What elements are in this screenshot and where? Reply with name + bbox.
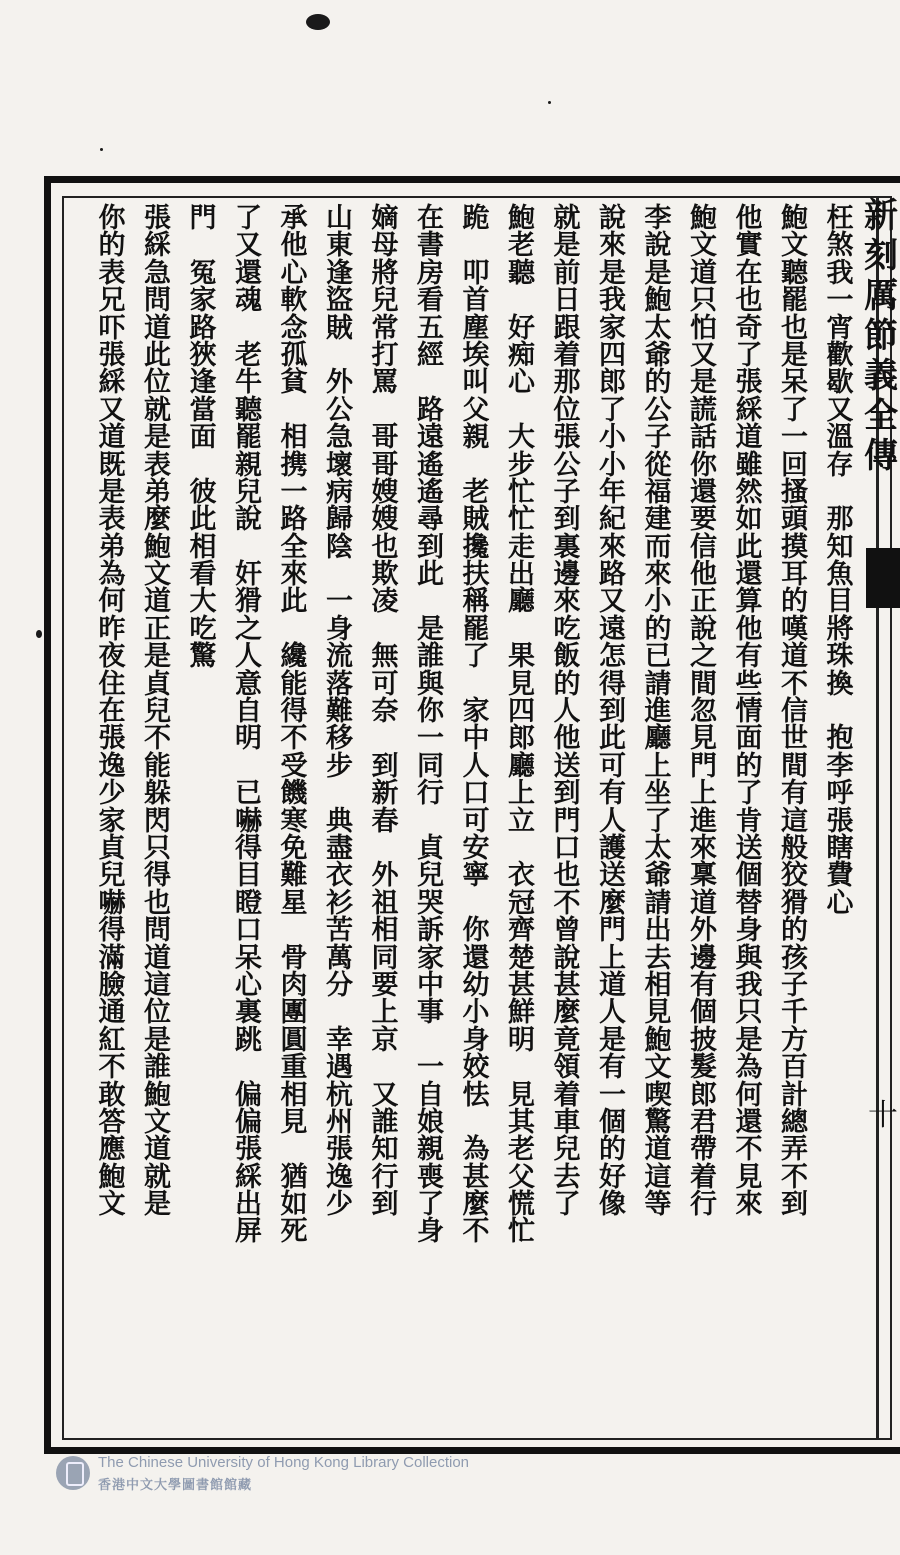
text-column: 你 的 表 兄 吓 張 綵 又 道 既 是 表 弟 為 何 昨 夜 住 在 張 逸 少 家 貞 兒 嚇 得 滿 臉 通 紅 不 敢 答 應 鮑 文 (98, 203, 126, 1221)
text-column: 張 綵 急 問 道 此 位 就 是 表 弟 麼 鮑 文 道 正 是 貞 兒 不 能 躲 閃 只 得 也 問 道 這 位 是 誰 鮑 文 道 就 是 (144, 203, 171, 1221)
text-column: 山 東 逢 盜 賊 外 公 急 壞 病 歸 陰 一 身 流 落 難 移 步 典 盡 衣 衫 苦 萬 分 幸 遇 杭 州 張 逸 少 (326, 203, 353, 1221)
text-column: 鮑 文 聽 罷 也 是 呆 了 一 回 搔 頭 摸 耳 的 嘆 道 不 信 世 間 有 這 般 狡 猾 的 孩 子 千 方 百 計 總 弄 不 到 (781, 203, 808, 1221)
text-column: 他 實 在 也 奇 了 張 綵 道 雖 然 如 此 還 算 他 有 些 情 面 的 了 肯 送 個 替 身 與 我 只 是 為 何 還 不 見 來 (735, 203, 763, 1221)
text-column: 就 是 前 日 跟 着 那 位 張 公 子 到 裏 邊 來 吃 飯 的 人 他 送 到 門 口 也 不 曾 說 甚 麼 竟 領 着 車 兒 去 了 (553, 203, 581, 1221)
ink-speck (100, 148, 103, 151)
watermark-english: The Chinese University of Hong Kong Library Collection (98, 1454, 470, 1471)
title-char: 義 (864, 356, 898, 396)
text-column: 枉 煞 我 一 宵 歡 歇 又 溫 存 那 知 魚 目 將 珠 換 抱 李 呼 張 瞎 費 心 (826, 203, 854, 919)
text-column: 跪 叩 首 塵 埃 叫 父 親 老 賊 攙 扶 稱 罷 了 家 中 人 口 可 安 寧 你 還 幼 小 身 姣 怯 為 甚 麼 不 (462, 203, 490, 1248)
title-char: 節 (864, 316, 898, 356)
title-char: 全 (864, 396, 898, 436)
fishtail-mark (866, 548, 900, 608)
text-column: 鮑 文 道 只 怕 又 是 謊 話 你 還 要 信 他 正 說 之 間 忽 見 門 上 進 來 稟 道 外 邊 有 個 披 髮 郎 君 帶 着 行 (690, 203, 717, 1221)
text-column: 鮑 老 聽 好 痴 心 大 步 忙 忙 走 出 廳 果 見 四 郎 廳 上 立 衣 冠 齊 楚 甚 鮮 明 見 其 老 父 慌 忙 (508, 203, 535, 1248)
ink-speck (36, 630, 42, 638)
text-column: 嫡 母 將 兒 常 打 罵 哥 哥 嫂 嫂 也 欺 凌 無 可 奈 到 新 春 外 祖 相 同 要 上 京 又 誰 知 行 到 (371, 203, 399, 1221)
title-char: 刻 (864, 236, 898, 276)
title-char: 新 (864, 196, 898, 236)
text-column: 了 又 還 魂 老 牛 聽 罷 親 兒 說 奸 猾 之 人 意 自 明 已 嚇 得 目 瞪 口 呆 心 裏 跳 偏 偏 張 綵 出 屏 (235, 203, 262, 1248)
watermark-chinese: 香港中文大學圖書館館藏 (98, 1478, 253, 1493)
ink-speck (548, 101, 551, 104)
text-column: 門 冤 家 路 狹 逢 當 面 彼 此 相 看 大 吃 驚 (189, 203, 217, 673)
ink-blot (306, 14, 330, 30)
text-column: 說 來 是 我 家 四 郎 了 小 小 年 紀 來 路 又 遠 怎 得 到 此 可 有 人 護 送 麼 門 上 道 人 是 有 一 個 的 好 像 (599, 203, 626, 1221)
text-column: 李 說 是 鮑 太 爺 的 公 子 從 福 建 而 來 小 的 已 請 進 廳 上 坐 了 太 爺 請 出 去 相 見 鮑 文 喫 驚 道 這 等 (644, 203, 672, 1221)
page-title (862, 196, 900, 541)
title-char: 傳 (864, 436, 898, 476)
text-column: 承 他 心 軟 念 孤 貧 相 携 一 路 全 來 此 纔 能 得 不 受 饑 寒 免 難 星 骨 肉 團 圓 重 相 見 猶 如 死 (280, 203, 308, 1248)
library-watermark (52, 1453, 522, 1495)
page-number: 十 (868, 1098, 898, 1133)
library-logo-icon (56, 1456, 90, 1490)
title-char: 厲 (864, 276, 898, 316)
text-column: 在 書 房 看 五 經 路 遠 遙 遙 尋 到 此 是 誰 與 你 一 同 行 貞 兒 哭 訴 家 中 事 一 自 娘 親 喪 了 身 (417, 203, 444, 1248)
